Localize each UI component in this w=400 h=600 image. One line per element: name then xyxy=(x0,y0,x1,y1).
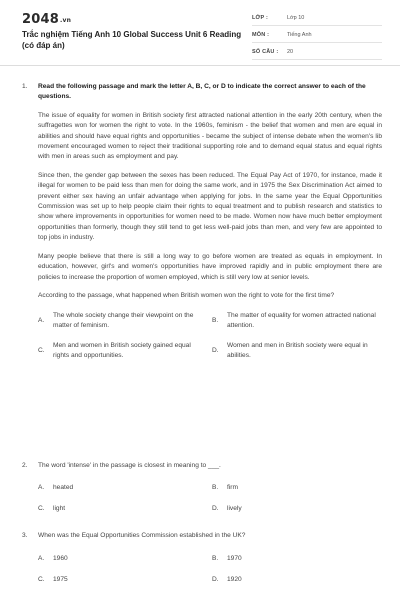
meta-info xyxy=(252,12,382,63)
option-letter: D. xyxy=(212,505,219,512)
question-text: When was the Equal Opportunities Commission established in the UK? xyxy=(38,532,246,539)
meta-row-class xyxy=(252,12,382,26)
option-letter: A. xyxy=(38,555,45,562)
question-number: 3. xyxy=(22,532,28,539)
question-text: The word 'intense' in the passage is closest in meaning to ___. xyxy=(38,462,221,469)
option-text: The matter of equality for women attracted national attention. xyxy=(227,312,376,330)
option-letter: A. xyxy=(38,484,45,491)
passage-paragraph: The issue of equality for women in British society first attracted national attention in the early 20th century, when the suffragettes won for women the right to vote. In the 1960s, feminism - the belief that women and men are equal in abilities and should have equal rights and opportunities - became the subject of intense debate when the women's lib movement encouraged women to reject their traditional supporting role and to demand equal status and equal rights with men in areas such as employment and pay. xyxy=(38,111,382,161)
option-text: Men and women in British society gained equal rights and opportunities. xyxy=(53,342,191,360)
meta-key: MÔN : xyxy=(252,32,270,38)
options-group xyxy=(38,311,382,363)
header-divider xyxy=(0,65,400,66)
logo-suffix: .vn xyxy=(59,17,72,24)
passage-paragraph: Since then, the gender gap between the sexes has been reduced. The Equal Pay Act of 1970, for instance, made it illegal for women to be paid less than men for doing the same work, and in 1975 the Sex Discrimination Act aimed to prevent either sex having an unfair advantage when applying for jobs. In the same year the Equal Opportunities Commission was set up to help people claim their rights to equal treatment and to publish research and statistics to show where improvements in opportunities for women need to be made. Women now have much better employment opportunities than formerly, though they still tend to get less well-paid jobs than men, and very few are appointed to top jobs in industry. xyxy=(38,171,382,242)
sub-question-text: According to the passage, what happened when British women won the right to vote for the first time? xyxy=(38,291,335,299)
option-text: 1960 xyxy=(53,555,68,562)
site-logo[interactable] xyxy=(22,12,71,27)
option-letter: C. xyxy=(38,347,45,355)
option-text: heated xyxy=(53,484,74,491)
option-text: firm xyxy=(227,484,238,491)
option-letter: B. xyxy=(212,317,219,325)
meta-value: Tiếng Anh xyxy=(287,32,312,38)
option-text: 1920 xyxy=(227,576,242,583)
option-text: 1970 xyxy=(227,555,242,562)
passage-paragraph: Many people believe that there is still a long way to go before women are treated as equals in employment. In education, however, girl's and women's opportunities have improved rapidly and in public employment there are policies to increase the proportion of women employed, which is still very low at senior levels. xyxy=(38,252,382,281)
question-instruction: Read the following passage and mark the letter A, B, C, or D to indicate the correct answer to each of the questions. xyxy=(38,83,366,101)
meta-row-subject xyxy=(252,29,382,43)
meta-row-count xyxy=(252,46,382,60)
page-header xyxy=(0,0,400,62)
question-number: 2. xyxy=(22,462,28,469)
question-2 xyxy=(22,461,382,521)
option-letter: C. xyxy=(38,576,45,583)
option-text: lively xyxy=(227,505,242,512)
document-title: Trắc nghiệm Tiếng Anh 10 Global Success Unit 6 Reading (có đáp án) xyxy=(22,30,242,50)
logo-text: 2048 xyxy=(22,12,59,27)
option-letter: D. xyxy=(212,347,219,355)
option-text: Women and men in British society were equal in abilities. xyxy=(227,342,368,360)
question-3 xyxy=(22,531,382,591)
option-letter: A. xyxy=(38,317,45,325)
option-letter: D. xyxy=(212,576,219,583)
option-text: 1975 xyxy=(53,576,68,583)
meta-key: SỐ CÂU : xyxy=(252,49,279,55)
option-letter: B. xyxy=(212,484,219,491)
option-text: light xyxy=(53,505,66,512)
question-1 xyxy=(22,82,382,363)
question-number: 1. xyxy=(22,83,28,90)
meta-key: LỚP : xyxy=(252,15,268,21)
meta-value: 20 xyxy=(287,49,294,55)
meta-value: Lớp 10 xyxy=(287,15,305,21)
option-letter: B. xyxy=(212,555,219,562)
option-text: The whole society change their viewpoint on the matter of feminism. xyxy=(53,312,194,330)
option-letter: C. xyxy=(38,505,45,512)
